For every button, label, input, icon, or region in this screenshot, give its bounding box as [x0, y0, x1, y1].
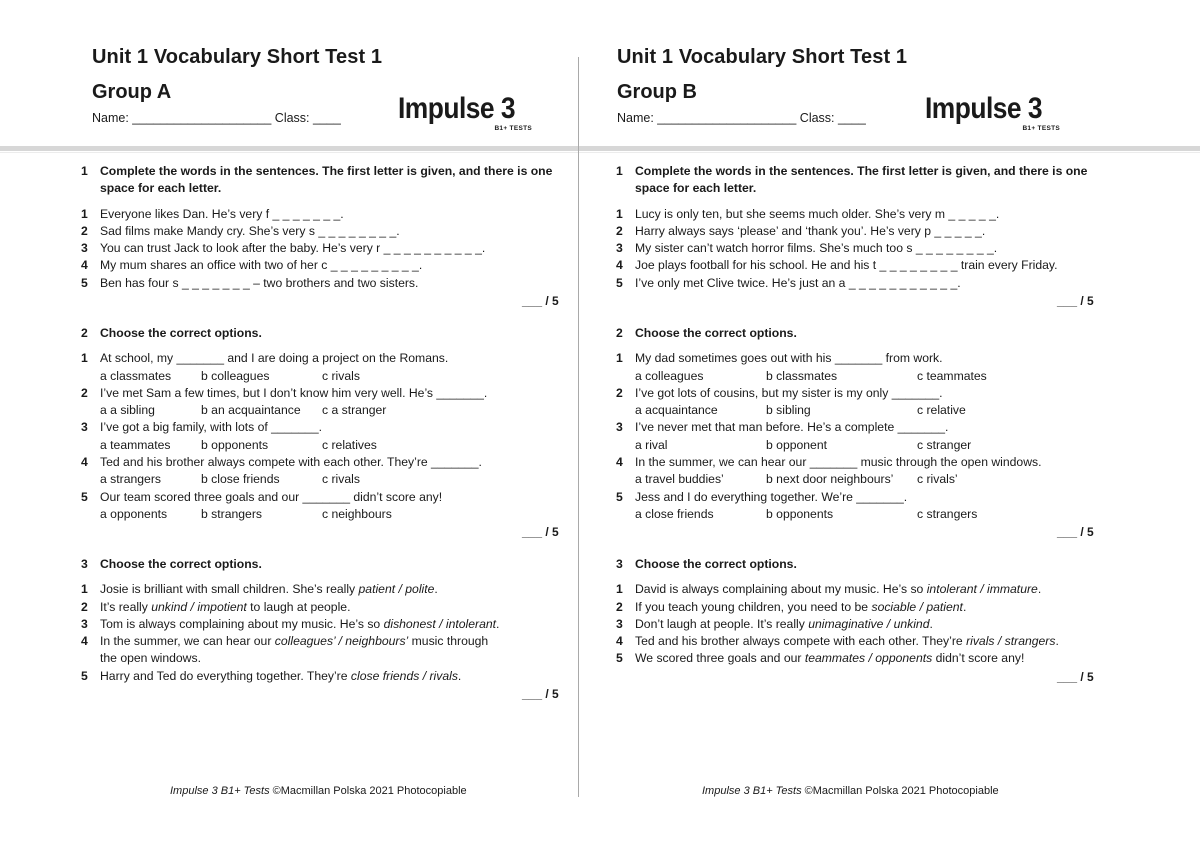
list-item: 3 You can trust Jack to look after the baby. He’s very r _ _ _ _ _ _ _ _ _ _.: [81, 241, 486, 256]
page-title: Unit 1 Vocabulary Short Test 1: [92, 46, 383, 68]
list-item: 5 I’ve only met Clive twice. He’s just an a _ _ _ _ _ _ _ _ _ _ _.: [616, 275, 961, 290]
list-item: 2 It’s really unkind / impotient to laugh at people.: [81, 599, 351, 614]
list-item: 1 Lucy is only ten, but she seems much older. She’s very m _ _ _ _ _.: [616, 206, 1000, 221]
options: a acquaintance b sibling c relative: [635, 403, 966, 418]
question: 2 I’ve met Sam a few times, but I don’t know him very well. He’s _______.: [81, 385, 488, 400]
list-item: 3 My sister can’t watch horror films. She’s much too s _ _ _ _ _ _ _ _.: [616, 241, 998, 256]
logo-subtitle: B1+ TESTS: [494, 125, 532, 132]
page-title: Unit 1 Vocabulary Short Test 1: [617, 46, 908, 68]
exercise-2: 2 Choose the correct options. 1 At school, my _______ and I are doing a project on the Romans. a classmates b colleagues c rivals 2 I’ve met Sam a few times, but I don’t know him very well. He’s _______. a a sibling b an acquaintance c a stranger 3 I’ve got a big family, with lots of _______. a teammates b opponents c relatives 4 Ted and his brother always compete with each other. They’re _______. a strangers b close friends c rivals 5 Our team scored three goals and our _______ didn’t score any! a opponents b strangers c neighbours: [81, 325, 581, 523]
list-item: 4 Ted and his brother always compete with each other. They’re rivals / strangers.: [616, 634, 1059, 649]
options: a classmates b colleagues c rivals: [100, 368, 360, 383]
page-footer: Impulse 3 B1+ Tests ©Macmillan Polska 2021 Photocopiable: [170, 785, 467, 797]
exercise-instruction-cont: space for each letter.: [635, 181, 757, 196]
page-footer: Impulse 3 B1+ Tests ©Macmillan Polska 2021 Photocopiable: [702, 785, 999, 797]
list-item: 3 Tom is always complaining about my music. He’s so dishonest / intolerant.: [81, 616, 500, 631]
options: a colleagues b classmates c teammates: [635, 368, 987, 383]
question: 5 Jess and I do everything together. We’re _______.: [616, 489, 908, 504]
exercise-instruction-cont: space for each letter.: [100, 181, 222, 196]
list-item: 2 Sad films make Mandy cry. She’s very s _ _ _ _ _ _ _ _.: [81, 223, 400, 238]
exercise-instruction: Complete the words in the sentences. The first letter is given, and there is one: [635, 164, 1088, 178]
group-label: Group B: [617, 81, 697, 103]
list-item: 2 If you teach young children, you need to be sociable / patient.: [616, 599, 967, 614]
exercise-instruction: Complete the words in the sentences. The first letter is given, and there is one: [100, 164, 553, 178]
list-item: 4 Joe plays football for his school. He and his t _ _ _ _ _ _ _ _ train every Friday.: [616, 258, 1058, 273]
question: 1 At school, my _______ and I are doing a project on the Romans.: [81, 351, 449, 366]
name-class-field: Name: ____________________ Class: ____: [617, 111, 866, 125]
exercise-3: 3 Choose the correct options. 1 Josie is brilliant with small children. She’s really patient / polite. 2 It’s really unkind / impotient to laugh at people. 3 Tom is always complaining about my music. He’s so dishonest / intolerant. 4 In the summer, we can hear our colleagues’ / neighbours’ music through the open windows. 5 Harry and Ted do everything together. They’re close friends / rivals.: [81, 556, 581, 685]
list-item: 4 In the summer, we can hear our colleagues’ / neighbours’ music through: [81, 634, 489, 649]
exercise-1: 1 Complete the words in the sentences. The first letter is given, and there is one space for each letter. 1 Lucy is only ten, but she seems much older. She’s very m _ _ _ _ _. 2 Harry always says ‘please’ and ‘thank you’. He’s very p _ _ _ _ _. 3 My sister can’t watch horror films. She’s much too s _ _ _ _ _ _ _ _. 4 Joe plays football for his school. He and his t _ _ _ _ _ _ _ _ train every Friday. 5 I’ve only met Clive twice. He’s just an a _ _ _ _ _ _ _ _ _ _ _.: [616, 163, 1136, 292]
question: 4 In the summer, we can hear our _______ music through the open windows.: [616, 455, 1042, 470]
options: a rival b opponent c stranger: [635, 437, 972, 452]
group-label: Group A: [92, 81, 172, 103]
options: a a sibling b an acquaintance c a stranger: [100, 403, 387, 418]
exercise-instruction: Choose the correct options.: [635, 326, 797, 340]
exercise-2: 2 Choose the correct options. 1 My dad sometimes goes out with his _______ from work. a colleagues b classmates c teammates 2 I’ve got lots of cousins, but my sister is my only _______. a acquaintance b sibling c relative 3 I’ve never met that man before. He’s a complete _______. a rival b opponent c stranger 4 In the summer, we can hear our _______ music through the open windows. a travel buddies’ b next door neighbours’ c rivals’ 5 Jess and I do everything together. We’re _______. a close friends b opponents c strangers: [616, 325, 1136, 523]
impulse-logo: [925, 92, 1085, 132]
list-item: 4 My mum shares an office with two of her c _ _ _ _ _ _ _ _ _.: [81, 258, 423, 273]
exercise-3: 3 Choose the correct options. 1 David is always complaining about my music. He’s so intolerant / immature. 2 If you teach young children, you need to be sociable / patient. 3 Don’t laugh at people. It’s really unimaginative / unkind. 4 Ted and his brother always compete with each other. They’re rivals / strangers. 5 We scored three goals and our teammates / opponents didn’t score any!: [616, 556, 1136, 668]
score-box: ___ / 5: [522, 525, 559, 539]
list-item-cont: the open windows.: [100, 651, 201, 666]
exercise-instruction: Choose the correct options.: [100, 326, 262, 340]
options: a close friends b opponents c strangers: [635, 506, 978, 521]
list-item: 2 Harry always says ‘please’ and ‘thank you’. He’s very p _ _ _ _ _.: [616, 223, 986, 238]
options: a travel buddies’ b next door neighbours’ c rivals’: [635, 472, 958, 487]
list-item: 5 Ben has four s _ _ _ _ _ _ _ – two brothers and two sisters.: [81, 275, 419, 290]
score-box: ___ / 5: [1057, 294, 1094, 308]
list-item: 5 We scored three goals and our teammates / opponents didn’t score any!: [616, 651, 1025, 666]
exercise-instruction: Choose the correct options.: [635, 557, 797, 571]
list-item: 3 Don’t laugh at people. It’s really unimaginative / unkind.: [616, 616, 933, 631]
question: 3 I’ve got a big family, with lots of _______.: [81, 420, 322, 435]
logo-text: Impulse 3: [925, 92, 1043, 125]
logo-subtitle: B1+ TESTS: [1022, 125, 1060, 132]
question: 1 My dad sometimes goes out with his _______ from work.: [616, 351, 943, 366]
options: a strangers b close friends c rivals: [100, 472, 360, 487]
question: 2 I’ve got lots of cousins, but my sister is my only _______.: [616, 385, 943, 400]
score-box: ___ / 5: [522, 687, 559, 701]
name-class-field: Name: ____________________ Class: ____: [92, 111, 341, 125]
score-box: ___ / 5: [1057, 670, 1094, 684]
impulse-logo: [398, 92, 558, 132]
options: a opponents b strangers c neighbours: [100, 506, 392, 521]
options: a teammates b opponents c relatives: [100, 437, 377, 452]
question: 4 Ted and his brother always compete with each other. They’re _______.: [81, 455, 482, 470]
score-box: ___ / 5: [522, 294, 559, 308]
list-item: 1 Everyone likes Dan. He’s very f _ _ _ _ _ _ _.: [81, 206, 344, 221]
question: 5 Our team scored three goals and our _______ didn’t score any!: [81, 489, 443, 504]
logo-text: Impulse 3: [398, 92, 516, 125]
exercise-number: 1: [81, 164, 88, 178]
list-item: 5 Harry and Ted do everything together. They’re close friends / rivals.: [81, 668, 462, 683]
score-box: ___ / 5: [1057, 525, 1094, 539]
list-item: 1 David is always complaining about my music. He’s so intolerant / immature.: [616, 582, 1042, 597]
exercise-instruction: Choose the correct options.: [100, 557, 262, 571]
exercise-1: [81, 163, 581, 292]
list-item: 1 Josie is brilliant with small children. She’s really patient / polite.: [81, 582, 438, 597]
test-group-b: [580, 0, 1200, 849]
question: 3 I’ve never met that man before. He’s a complete _______.: [616, 420, 949, 435]
